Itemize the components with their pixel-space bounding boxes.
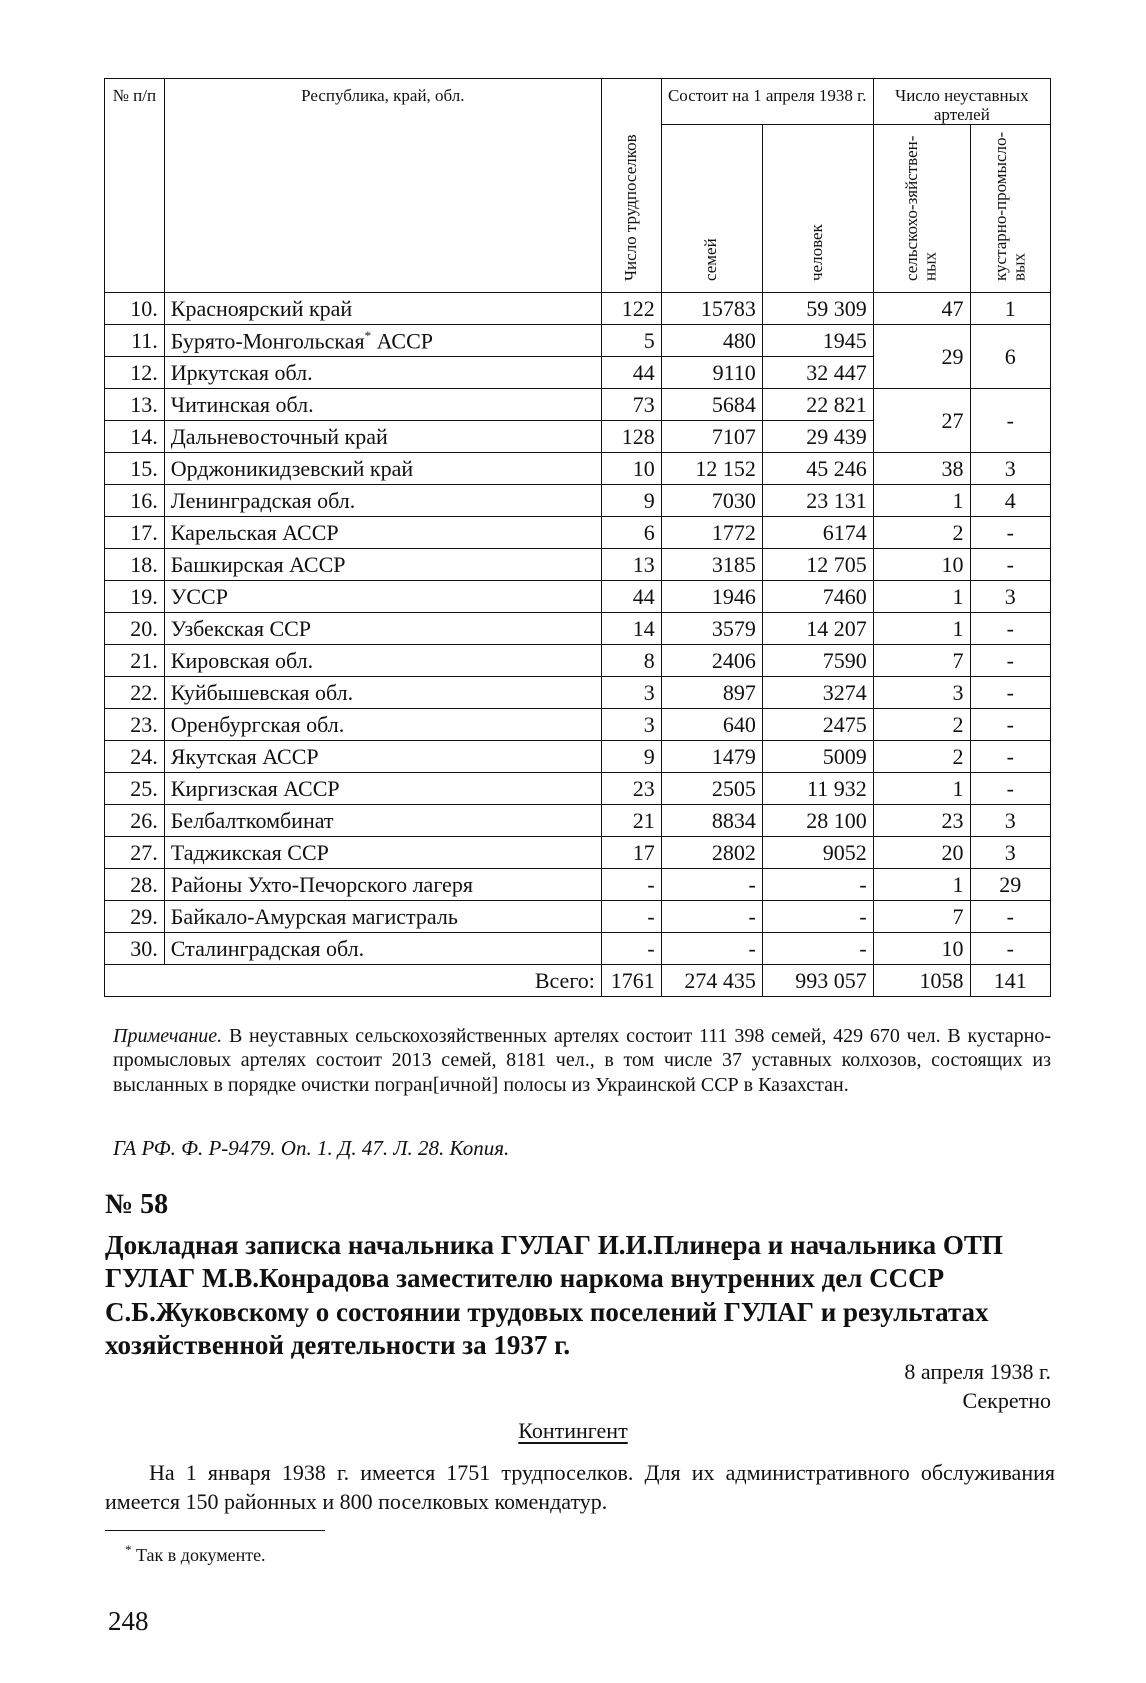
- note-label: Примечание.: [113, 1025, 223, 1047]
- row-number: 16.: [105, 485, 165, 517]
- archive-reference: ГА РФ. Ф. Р-9479. Оп. 1. Д. 47. Л. 28. Копия.: [113, 1136, 510, 1160]
- row-people: 12 705: [762, 549, 873, 581]
- row-agri: 1: [873, 581, 970, 613]
- row-settlements: 10: [601, 453, 661, 485]
- document-classification: Секретно: [962, 1388, 1051, 1413]
- row-settlements: 128: [601, 421, 661, 453]
- header-craft: кустарно-промысло-вых: [970, 125, 1051, 293]
- footnote-reference: *: [364, 327, 372, 343]
- row-settlements: 13: [601, 549, 661, 581]
- row-people: -: [762, 933, 873, 965]
- region-name: Оренбургская обл.: [170, 711, 345, 737]
- row-number: 17.: [105, 517, 165, 549]
- row-craft: -: [970, 549, 1051, 581]
- footnote-marker: *: [125, 1542, 132, 1557]
- region-name: УССР: [170, 583, 228, 609]
- region-name: Районы Ухто-Печорского лагеря: [170, 871, 473, 897]
- row-region: [164, 357, 601, 389]
- row-settlements: 6: [601, 517, 661, 549]
- row-people: -: [762, 869, 873, 901]
- header-people: человек: [762, 125, 873, 293]
- settlements-table: [104, 78, 1051, 997]
- row-settlements: -: [601, 933, 661, 965]
- row-settlements: 17: [601, 837, 661, 869]
- row-agri-merged: 29: [873, 325, 970, 389]
- row-agri: 23: [873, 805, 970, 837]
- row-families: 897: [661, 677, 762, 709]
- region-name: Бурято-Монгольская: [170, 328, 365, 354]
- row-craft: -: [970, 901, 1051, 933]
- row-region: [164, 709, 601, 741]
- region-name: Куйбышевская обл.: [170, 679, 354, 705]
- row-craft-merged: -: [970, 389, 1051, 453]
- table-body: [105, 293, 1051, 997]
- row-people: 5009: [762, 741, 873, 773]
- row-region: [164, 549, 601, 581]
- row-agri: 1: [873, 869, 970, 901]
- table-row: [105, 485, 1051, 517]
- region-name: Байкало-Амурская магистраль: [170, 903, 458, 929]
- row-agri: 2: [873, 709, 970, 741]
- row-settlements: 14: [601, 613, 661, 645]
- row-settlements: 23: [601, 773, 661, 805]
- row-number: 18.: [105, 549, 165, 581]
- row-settlements: 3: [601, 709, 661, 741]
- row-craft: -: [970, 773, 1051, 805]
- row-people: 7590: [762, 645, 873, 677]
- region-name: Сталинградская обл.: [170, 935, 365, 961]
- row-families: 5684: [661, 389, 762, 421]
- row-people: 9052: [762, 837, 873, 869]
- row-region: [164, 933, 601, 965]
- row-agri: 7: [873, 901, 970, 933]
- table-row: [105, 325, 1051, 357]
- row-craft: -: [970, 613, 1051, 645]
- table-row: [105, 581, 1051, 613]
- row-number: 22.: [105, 677, 165, 709]
- row-people: 7460: [762, 581, 873, 613]
- row-families: 12 152: [661, 453, 762, 485]
- row-number: 12.: [105, 357, 165, 389]
- row-craft: 3: [970, 581, 1051, 613]
- table-row: [105, 613, 1051, 645]
- row-craft: 3: [970, 837, 1051, 869]
- row-families: 3185: [661, 549, 762, 581]
- row-families: 1946: [661, 581, 762, 613]
- row-number: 27.: [105, 837, 165, 869]
- row-agri: 10: [873, 933, 970, 965]
- row-settlements: 5: [601, 325, 661, 357]
- total-families: 274 435: [661, 965, 762, 997]
- row-craft-merged: 6: [970, 325, 1051, 389]
- page-number: 248: [108, 1606, 149, 1636]
- row-agri: 1: [873, 773, 970, 805]
- row-agri: 3: [873, 677, 970, 709]
- note-text: В неуставных сельскохозяйственных артелях состоит 111 398 семей, 429 670 чел. В кустарно-промысловых артелях состоит 2013 семей, 8181 чел., в том числе 37 уставных колхозов, состоящих из высланных в порядке очистки погран[ичной] полосы из Украинской ССР в Казахстан.: [113, 1025, 1051, 1096]
- row-region: [164, 453, 601, 485]
- row-number: 10.: [105, 293, 165, 325]
- row-settlements: 21: [601, 805, 661, 837]
- footnote: [125, 1542, 266, 1566]
- row-number: 24.: [105, 741, 165, 773]
- row-settlements: 9: [601, 741, 661, 773]
- row-region: [164, 773, 601, 805]
- row-region: [164, 805, 601, 837]
- row-craft: -: [970, 709, 1051, 741]
- row-people: 1945: [762, 325, 873, 357]
- row-region: [164, 421, 601, 453]
- row-craft: -: [970, 677, 1051, 709]
- row-settlements: -: [601, 901, 661, 933]
- row-number: 20.: [105, 613, 165, 645]
- row-region: [164, 389, 601, 421]
- region-name: Кировская обл.: [170, 647, 314, 673]
- row-families: 7107: [661, 421, 762, 453]
- row-number: 30.: [105, 933, 165, 965]
- table-row: [105, 517, 1051, 549]
- table-row: [105, 709, 1051, 741]
- footnote-text: Так в документе.: [136, 1545, 266, 1565]
- region-name: Красноярский край: [170, 295, 353, 321]
- row-families: -: [661, 901, 762, 933]
- row-number: 26.: [105, 805, 165, 837]
- region-name: Якутская АССР: [170, 743, 319, 769]
- row-settlements: 8: [601, 645, 661, 677]
- region-name: Белбалткомбинат: [170, 807, 334, 833]
- region-name: Таджикская ССР: [170, 839, 329, 865]
- table-row: [105, 389, 1051, 421]
- row-settlements: -: [601, 869, 661, 901]
- row-craft: -: [970, 517, 1051, 549]
- row-families: 3579: [661, 613, 762, 645]
- header-state-group: Состоит на 1 апреля 1938 г.: [661, 79, 873, 125]
- row-agri: 20: [873, 837, 970, 869]
- row-number: 11.: [105, 325, 165, 357]
- row-region: [164, 293, 601, 325]
- row-number: 28.: [105, 869, 165, 901]
- document-number: № 58: [105, 1189, 169, 1220]
- row-settlements: 73: [601, 389, 661, 421]
- region-name: Орджоникидзевский край: [170, 455, 414, 481]
- row-region: [164, 837, 601, 869]
- row-people: 3274: [762, 677, 873, 709]
- row-families: 2505: [661, 773, 762, 805]
- row-region: [164, 613, 601, 645]
- header-settlements: Число трудпоселков: [601, 79, 661, 293]
- row-region: [164, 677, 601, 709]
- region-name: Ленинградская обл.: [170, 487, 356, 513]
- row-agri-merged: 27: [873, 389, 970, 453]
- row-families: 15783: [661, 293, 762, 325]
- row-number: 14.: [105, 421, 165, 453]
- row-number: 25.: [105, 773, 165, 805]
- row-families: 480: [661, 325, 762, 357]
- region-name: Башкирская АССР: [170, 551, 346, 577]
- row-people: 32 447: [762, 357, 873, 389]
- row-region: [164, 901, 601, 933]
- region-suffix: АССР: [376, 328, 434, 354]
- footnote-divider: [105, 1530, 325, 1531]
- row-people: 28 100: [762, 805, 873, 837]
- row-families: -: [661, 869, 762, 901]
- table-row: [105, 293, 1051, 325]
- table-row: [105, 773, 1051, 805]
- region-name: Иркутская обл.: [170, 359, 313, 385]
- document-title: Докладная записка начальника ГУЛАГ И.И.Плинера и начальника ОТП ГУЛАГ М.В.Конрадова заместителю наркома внутренних дел СССР С.Б.Жуковскому о состоянии трудовых поселений ГУЛАГ и результатах хозяйственной деятельности за 1937 г.: [105, 1230, 1003, 1361]
- row-people: 22 821: [762, 389, 873, 421]
- row-region: [164, 325, 601, 357]
- document-date: 8 апреля 1938 г.: [904, 1359, 1051, 1384]
- row-agri: 2: [873, 741, 970, 773]
- row-people: 59 309: [762, 293, 873, 325]
- row-craft: -: [970, 741, 1051, 773]
- row-agri: 2: [873, 517, 970, 549]
- row-agri: 1: [873, 485, 970, 517]
- row-people: 6174: [762, 517, 873, 549]
- row-settlements: 44: [601, 581, 661, 613]
- region-name: Узбекская ССР: [170, 615, 312, 641]
- row-settlements: 122: [601, 293, 661, 325]
- total-people: 993 057: [762, 965, 873, 997]
- region-name: Читинская обл.: [170, 391, 314, 417]
- row-settlements: 44: [601, 357, 661, 389]
- row-number: 13.: [105, 389, 165, 421]
- table-row: [105, 933, 1051, 965]
- row-craft: 3: [970, 453, 1051, 485]
- table-row: [105, 901, 1051, 933]
- row-region: [164, 869, 601, 901]
- row-families: 8834: [661, 805, 762, 837]
- row-families: 1479: [661, 741, 762, 773]
- row-people: 2475: [762, 709, 873, 741]
- row-people: 45 246: [762, 453, 873, 485]
- table-row: [105, 549, 1051, 581]
- total-settlements: 1761: [601, 965, 661, 997]
- table-row: [105, 645, 1051, 677]
- table-row: [105, 837, 1051, 869]
- row-families: -: [661, 933, 762, 965]
- table-row: [105, 677, 1051, 709]
- total-agri: 1058: [873, 965, 970, 997]
- region-name: Киргизская АССР: [170, 775, 340, 801]
- row-agri: 7: [873, 645, 970, 677]
- row-craft: 4: [970, 485, 1051, 517]
- row-families: 2406: [661, 645, 762, 677]
- row-people: -: [762, 901, 873, 933]
- table-row: [105, 741, 1051, 773]
- row-people: 14 207: [762, 613, 873, 645]
- region-name: Карельская АССР: [170, 519, 339, 545]
- row-number: 29.: [105, 901, 165, 933]
- row-number: 19.: [105, 581, 165, 613]
- table-row: [105, 805, 1051, 837]
- table-note: [113, 1024, 1051, 1097]
- row-region: [164, 581, 601, 613]
- row-agri: 47: [873, 293, 970, 325]
- row-craft: 29: [970, 869, 1051, 901]
- header-agri: сельскохо-зяйствен-ных: [873, 125, 970, 293]
- row-region: [164, 517, 601, 549]
- row-craft: -: [970, 933, 1051, 965]
- row-people: 23 131: [762, 485, 873, 517]
- row-agri: 10: [873, 549, 970, 581]
- row-agri: 38: [873, 453, 970, 485]
- row-craft: 1: [970, 293, 1051, 325]
- document-body: На 1 января 1938 г. имеется 1751 трудпоселков. Для их административного обслуживания имеется 150 районных и 800 поселковых комендатур.: [105, 1460, 1055, 1515]
- row-people: 29 439: [762, 421, 873, 453]
- row-people: 11 932: [762, 773, 873, 805]
- row-craft: -: [970, 645, 1051, 677]
- table-row: [105, 453, 1051, 485]
- table-row: [105, 869, 1051, 901]
- row-number: 23.: [105, 709, 165, 741]
- section-title: Контингент: [518, 1418, 628, 1443]
- row-region: [164, 485, 601, 517]
- row-region: [164, 741, 601, 773]
- row-craft: 3: [970, 805, 1051, 837]
- row-number: 15.: [105, 453, 165, 485]
- header-families: семей: [661, 125, 762, 293]
- total-row: [105, 965, 1051, 997]
- header-region: Республика, край, обл.: [164, 79, 601, 293]
- row-families: 9110: [661, 357, 762, 389]
- region-name: Дальневосточный край: [170, 423, 388, 449]
- row-number: 21.: [105, 645, 165, 677]
- row-families: 7030: [661, 485, 762, 517]
- row-families: 640: [661, 709, 762, 741]
- row-settlements: 9: [601, 485, 661, 517]
- row-families: 2802: [661, 837, 762, 869]
- row-families: 1772: [661, 517, 762, 549]
- row-region: [164, 645, 601, 677]
- header-num: № п/п: [105, 79, 165, 293]
- header-artels-group: Число неуставных артелей: [873, 79, 1050, 125]
- row-agri: 1: [873, 613, 970, 645]
- total-label: Всего:: [105, 965, 602, 997]
- row-settlements: 3: [601, 677, 661, 709]
- total-craft: 141: [970, 965, 1051, 997]
